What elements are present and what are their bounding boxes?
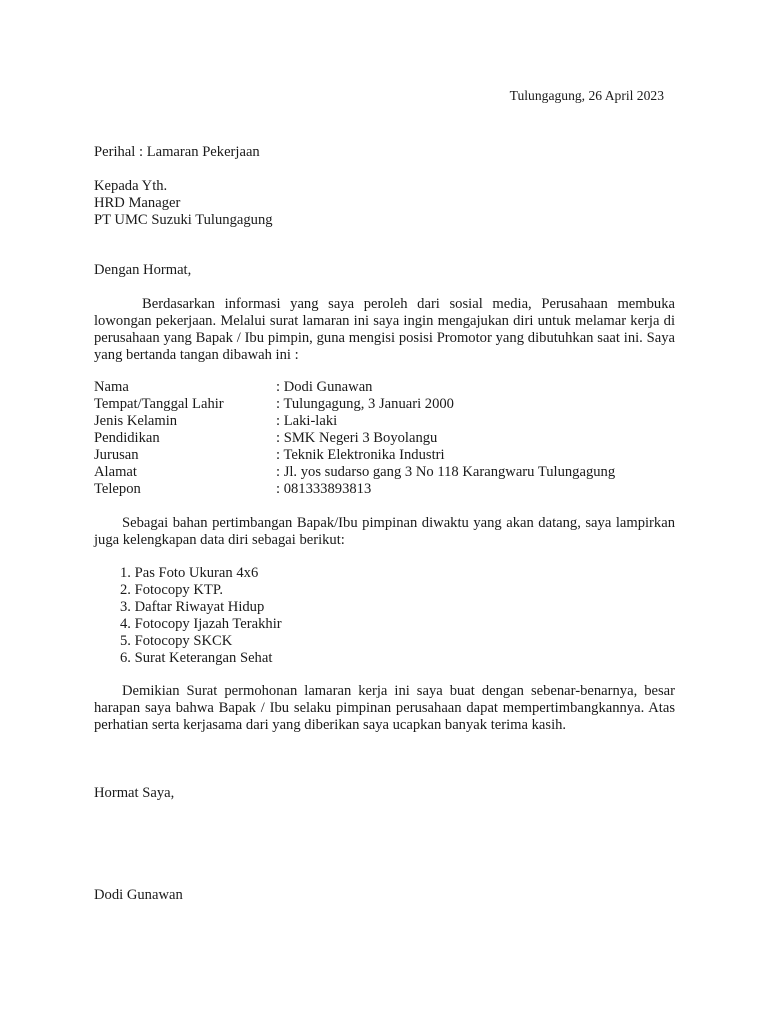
greeting: Dengan Hormat, <box>94 262 192 278</box>
identity-label: Telepon <box>94 481 141 497</box>
attachments-intro-text: Sebagai bahan pertimbangan Bapak/Ibu pimpinan diwaktu yang akan datang, saya lampirkan juga kelengkapan data diri sebagai berikut: <box>94 515 675 548</box>
identity-row <box>94 413 615 430</box>
letter-date: Tulungagung, 26 April 2023 <box>509 88 664 103</box>
closing-paragraph <box>94 683 675 734</box>
identity-label: Tempat/Tanggal Lahir <box>94 396 224 412</box>
attachment-item: 5. Fotocopy SKCK <box>120 633 233 649</box>
identity-row <box>94 464 615 481</box>
signer-name: Dodi Gunawan <box>94 887 183 903</box>
identity-row <box>94 396 615 413</box>
identity-label: Pendidikan <box>94 430 160 446</box>
attachment-item: 4. Fotocopy Ijazah Terakhir <box>120 616 282 632</box>
identity-row <box>94 481 615 498</box>
recipient-line: PT UMC Suzuki Tulungagung <box>94 212 273 228</box>
identity-table <box>94 379 615 498</box>
identity-value: : Teknik Elektronika Industri <box>276 447 445 463</box>
identity-value: : Dodi Gunawan <box>276 379 373 395</box>
identity-value: : Laki-laki <box>276 413 338 429</box>
opening-paragraph <box>94 296 675 364</box>
identity-value: : Jl. yos sudarso gang 3 No 118 Karangwaru Tulungagung <box>276 464 616 480</box>
letter-subject: Perihal : Lamaran Pekerjaan <box>94 144 260 160</box>
identity-label: Nama <box>94 379 129 395</box>
identity-row <box>94 379 615 396</box>
attachment-item: 6. Surat Keterangan Sehat <box>120 650 273 666</box>
attachments-intro-paragraph <box>94 515 675 549</box>
attachment-item: 2. Fotocopy KTP. <box>120 582 223 598</box>
identity-label: Alamat <box>94 464 137 480</box>
identity-value: : 081333893813 <box>276 481 372 497</box>
attachment-list <box>120 565 282 667</box>
attachment-item: 1. Pas Foto Ukuran 4x6 <box>120 565 259 581</box>
identity-value: : SMK Negeri 3 Boyolangu <box>276 430 438 446</box>
closing-salutation: Hormat Saya, <box>94 785 175 801</box>
opening-paragraph-text: Berdasarkan informasi yang saya peroleh dari sosial media, Perusahaan membuka lowongan pekerjaan. Melalui surat lamaran ini saya ingin mengajukan diri untuk melamar kerja di perusahaan yang Bapak / Ibu pimpin, guna mengisi posisi Promotor yang dibutuhkan saat ini. Saya yang bertanda tangan dibawah ini : <box>94 296 675 363</box>
recipient-block <box>94 178 273 229</box>
identity-label: Jurusan <box>94 447 139 463</box>
recipient-line: HRD Manager <box>94 195 181 211</box>
attachment-item: 3. Daftar Riwayat Hidup <box>120 599 265 615</box>
identity-row <box>94 430 615 447</box>
identity-row <box>94 447 615 464</box>
identity-value: : Tulungagung, 3 Januari 2000 <box>276 396 454 412</box>
identity-label: Jenis Kelamin <box>94 413 178 429</box>
recipient-line: Kepada Yth. <box>94 178 168 194</box>
closing-paragraph-text: Demikian Surat permohonan lamaran kerja ini saya buat dengan sebenar-benarnya, besar harapan saya bahwa Bapak / Ibu selaku pimpinan perusahaan dapat mempertimbangkannya. Atas perhatian serta kerjasama dari yang diberikan saya ucapkan banyak terima kasih. <box>94 683 675 733</box>
